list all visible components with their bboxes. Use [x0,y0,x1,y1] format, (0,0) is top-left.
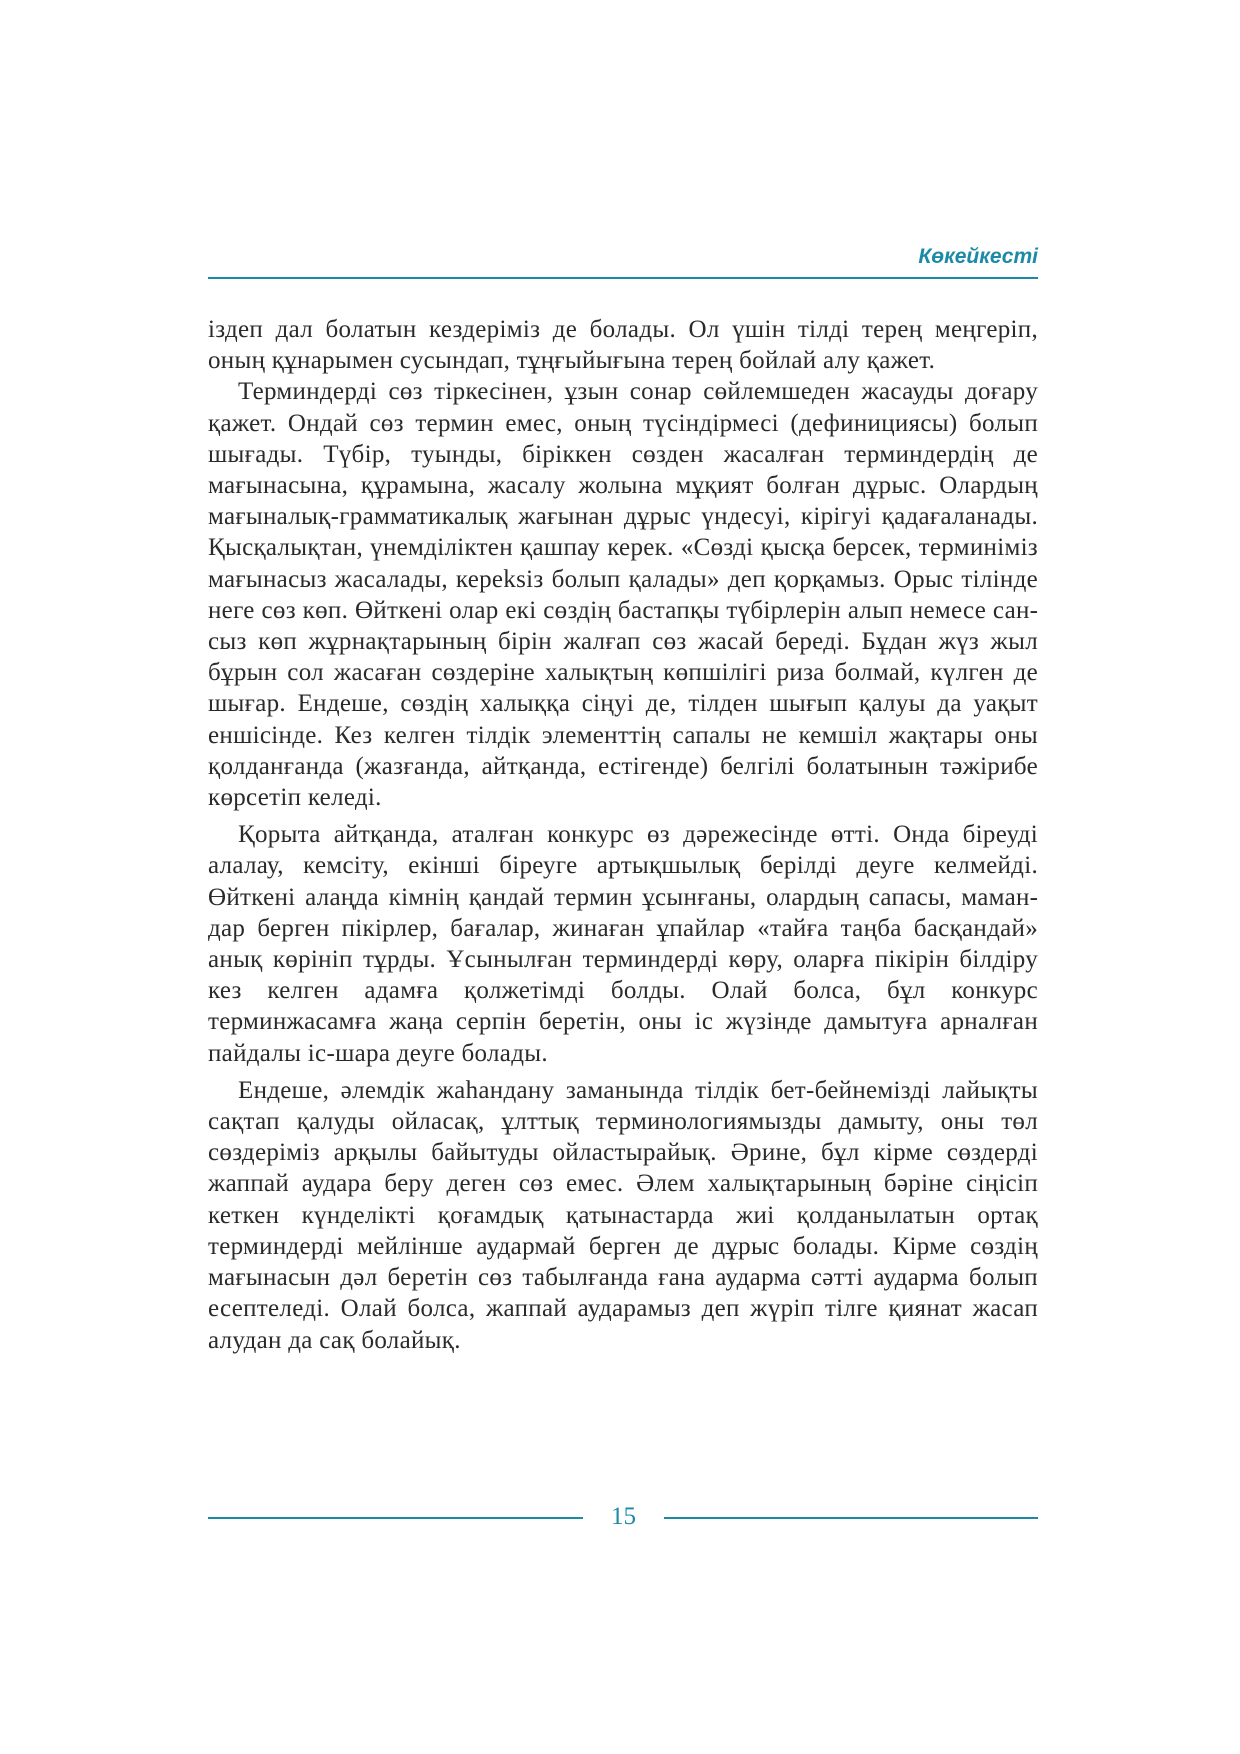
paragraph-3: Қорыта айтқанда, аталған конкурс өз дәрежесінде өтті. Онда біреуді алалау, кемсіту, екінші біреуге артықшылық берілді деуге келмейді. Өйткені алаңда кімнің қандай термин ұсынғаны, олардың сапасы, мамандар берген пікірлер, бағалар, жинаған ұпайлар «тайға таңба басқандай» анық көрініп тұрды. Ұсынылған терминдерді көру, оларға пікірін білдіру кез келген адамға қолжетімді болды. Олай болса, бұл конкурс терминжасамға жаңа серпін беретін, оны іс жүзінде дамытуға арналған пайдалы іс-шара деуге болады. [208,821,1038,1067]
page-number: 15 [611,1503,636,1530]
footer-rule-right [664,1517,1038,1519]
paragraph-2: Терминдерді сөз тіркесінен, ұзын сонар сөйлемшеден жасауды доғару қажет. Ондай сөз термин емес, оның түсіндірмесі (дефинициясы) болып шығады. Түбір, туынды, біріккен сөзден жасалған терминдердің де мағынасына, құрамына, жасалу жолына мұқият болған дұрыс. Олардың мағыналық-грамматикалық жағынан дұрыс үндесуі, кірігуі қадағаланады. Қысқалықтан, үнемділіктен қашпау керек. «Сөзді қысқа берсек, терминіміз мағынасыз жасалады, кереksіз болып қалады» деп қорқамыз. Орыс тілінде неге сөз көп. Өйткені олар екі сөздің бастапқы түбірлерін алып немесе сансыз көп жұрнақтарының бірін жалғап сөз жасай береді. Бұдан жүз жыл бұрын сол жасаған сөздеріне халықтың көпшілігі риза болмай, күлген де шығар. Ендеше, сөздің халыққа сіңуі де, тілден шығып қалуы да уақыт еншісінде. Кез келген тілдік элементтің сапалы не кемшіл жақтары оны қолданғанда (жазғанда, айтқанда, естігенде) белгілі болатынын тәжірибе көрсетіп келеді. [208,378,1038,812]
running-title: Көкейкесті [918,245,1038,268]
main-text [208,314,1038,1356]
header-rule [208,277,1038,279]
footer-rule-left [208,1517,583,1519]
paragraph-1: іздеп дал болатын кездеріміз де болады. Ол үшін тілді терең меңгеріп, оның құнарымен сусындап, тұңғыйығына терең бойлай алу қажет. [208,316,1038,375]
paragraph-4: Ендеше, әлемдік жаһандану заманында тілдік бет-бейнемізді лайықты сақтап қалуды ойласақ, ұлттық терминологиямызды дамыту, оны төл сөздеріміз арқылы байытуды ойластырайық. Әрине, бұл кірме сөздерді жаппай аудара беру деген сөз емес. Әлем халықтарының бәріне сіңісіп кеткен күнделікті қоғамдық қатынастарда жиі қолданылатын ортақ терминдерді мейлінше аудармай берген де дұрыс болады. Кірме сөздің мағынасын дәл беретін сөз табылғанда ғана аударма сәтті аударма болып есептеледі. Олай болса, жаппай аударамыз деп жүріп тілге қиянат жасап алудан да сақ болайық. [208,1076,1038,1354]
